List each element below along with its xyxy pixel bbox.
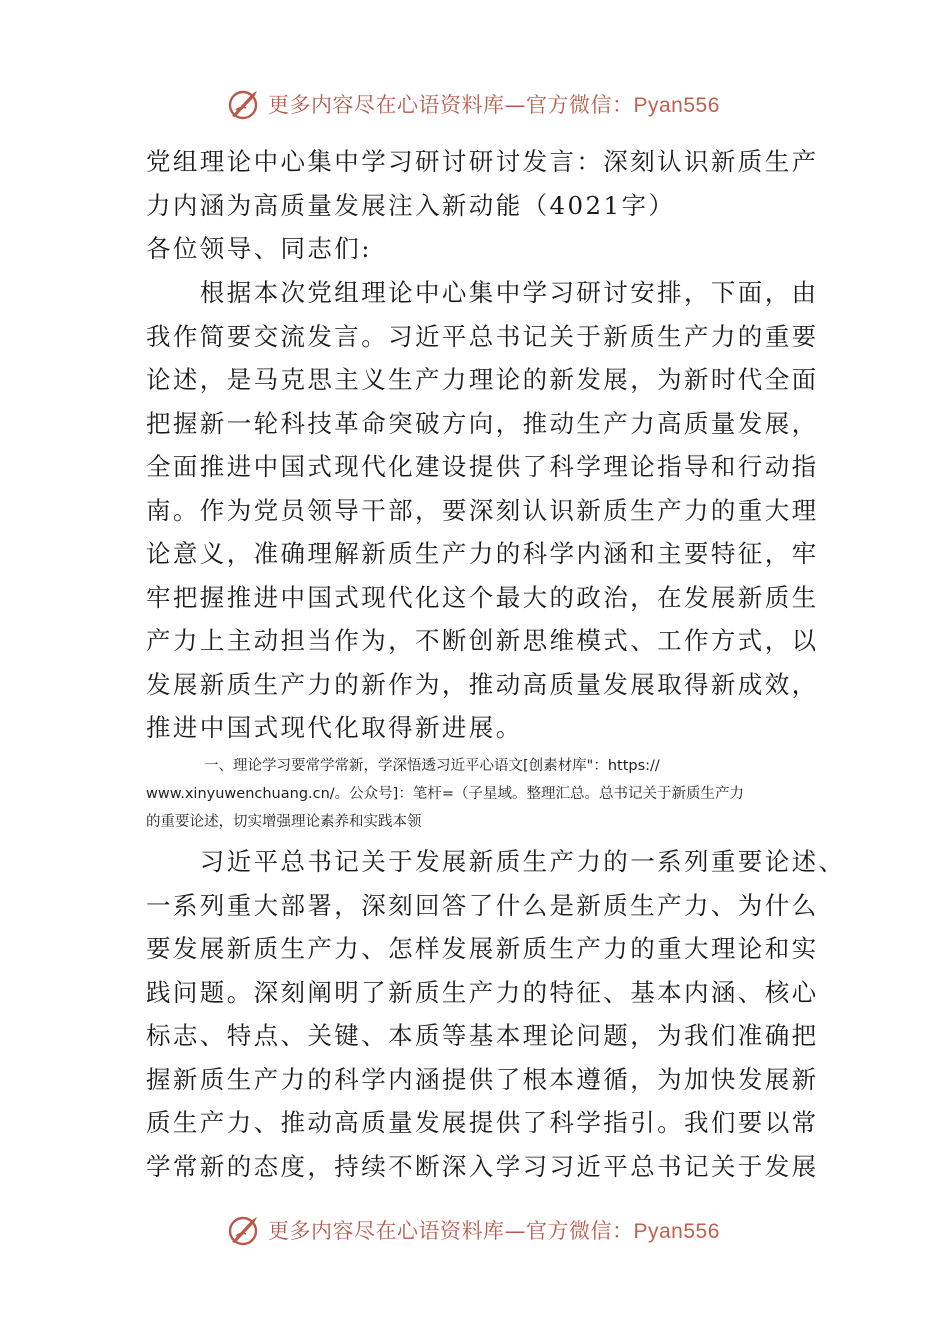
pen-logo-icon bbox=[226, 86, 262, 122]
title-line: 力内涵为高质量发展注入新动能（4021字） bbox=[146, 190, 676, 220]
watermark-label: 更多内容尽在心语资料库—官方微信： bbox=[268, 93, 634, 117]
paragraph-line: 标志、特点、关键、本质等基本理论问题，为我们准确把 bbox=[146, 1021, 819, 1050]
paragraph-line: 我作简要交流发言。习近平总书记关于新质生产力的重要 bbox=[146, 321, 819, 351]
watermark-label: 更多内容尽在心语资料库—官方微信： bbox=[268, 1219, 634, 1243]
wechat-handle: Pyan556 bbox=[633, 94, 720, 117]
paragraph-intro bbox=[146, 271, 819, 750]
paragraph-line: 要发展新质生产力、怎样发展新质生产力的重大理论和实 bbox=[146, 934, 819, 963]
title-line: 党组理论中心集中学习研讨研讨发言：深刻认识新质生产 bbox=[146, 147, 819, 176]
paragraph-line: 习近平总书记关于发展新质生产力的一系列重要论述、 bbox=[146, 847, 846, 876]
paragraph-line: 全面推进中国式现代化建设提供了科学理论指导和行动指 bbox=[146, 452, 819, 481]
footer-watermark-text bbox=[268, 1215, 720, 1245]
paragraph-line: 根据本次党组理论中心集中学习研讨安排，下面，由 bbox=[146, 278, 819, 307]
header-watermark-banner bbox=[0, 84, 950, 124]
salutation: 各位领导、同志们: bbox=[146, 234, 372, 263]
paragraph-line: 践问题。深刻阐明了新质生产力的特征、基本内涵、核心 bbox=[146, 977, 819, 1007]
paragraph-line: 产力上主动担当作为，不断创新思维模式、工作方式，以 bbox=[146, 626, 819, 655]
paragraph-line: 握新质生产力的科学内涵提供了根本遵循，为加快发展新 bbox=[146, 1064, 819, 1094]
paragraph-line: 推进中国式现代化取得新进展。 bbox=[146, 713, 523, 742]
document-title bbox=[146, 140, 819, 271]
paragraph-line: 一系列重大部署，深刻回答了什么是新质生产力、为什么 bbox=[146, 890, 819, 920]
paragraph-line: 学常新的态度，持续不断深入学习习近平总书记关于发展 bbox=[146, 1151, 819, 1181]
header-watermark-text bbox=[268, 89, 720, 119]
pen-logo-icon bbox=[226, 1212, 262, 1248]
section-heading-line: 一、理论学习要常学常新，学深悟透习近平心语文[创素材库"：https:// bbox=[146, 758, 660, 774]
paragraph-line: 质生产力、推动高质量发展提供了科学指引。我们要以常 bbox=[146, 1108, 819, 1137]
paragraph-line: 发展新质生产力的新作为，推动高质量发展取得新成效， bbox=[146, 669, 819, 699]
paragraph-line: 把握新一轮科技革命突破方向，推动生产力高质量发展， bbox=[146, 408, 819, 438]
section-heading-line: 的重要论述，切实增强理论素养和实践本领 bbox=[146, 814, 422, 830]
paragraph-line: 牢把握推进中国式现代化这个最大的政治，在发展新质生 bbox=[146, 582, 819, 612]
paragraph-section-one bbox=[146, 840, 846, 1188]
paragraph-line: 论意义，准确理解新质生产力的科学内涵和主要特征，牢 bbox=[146, 539, 819, 568]
paragraph-line: 南。作为党员领导干部，要深刻认识新质生产力的重大理 bbox=[146, 495, 819, 525]
paragraph-line: 论述，是马克思主义生产力理论的新发展，为新时代全面 bbox=[146, 365, 819, 394]
wechat-handle: Pyan556 bbox=[633, 1220, 720, 1243]
footer-watermark-banner bbox=[0, 1210, 950, 1250]
section-heading-line: www.xinyuwenchuang.cn/。公众号]：笔杆=（子星域。整理汇总。总书记关于新质生产力 bbox=[146, 786, 744, 802]
section-heading bbox=[146, 752, 814, 836]
